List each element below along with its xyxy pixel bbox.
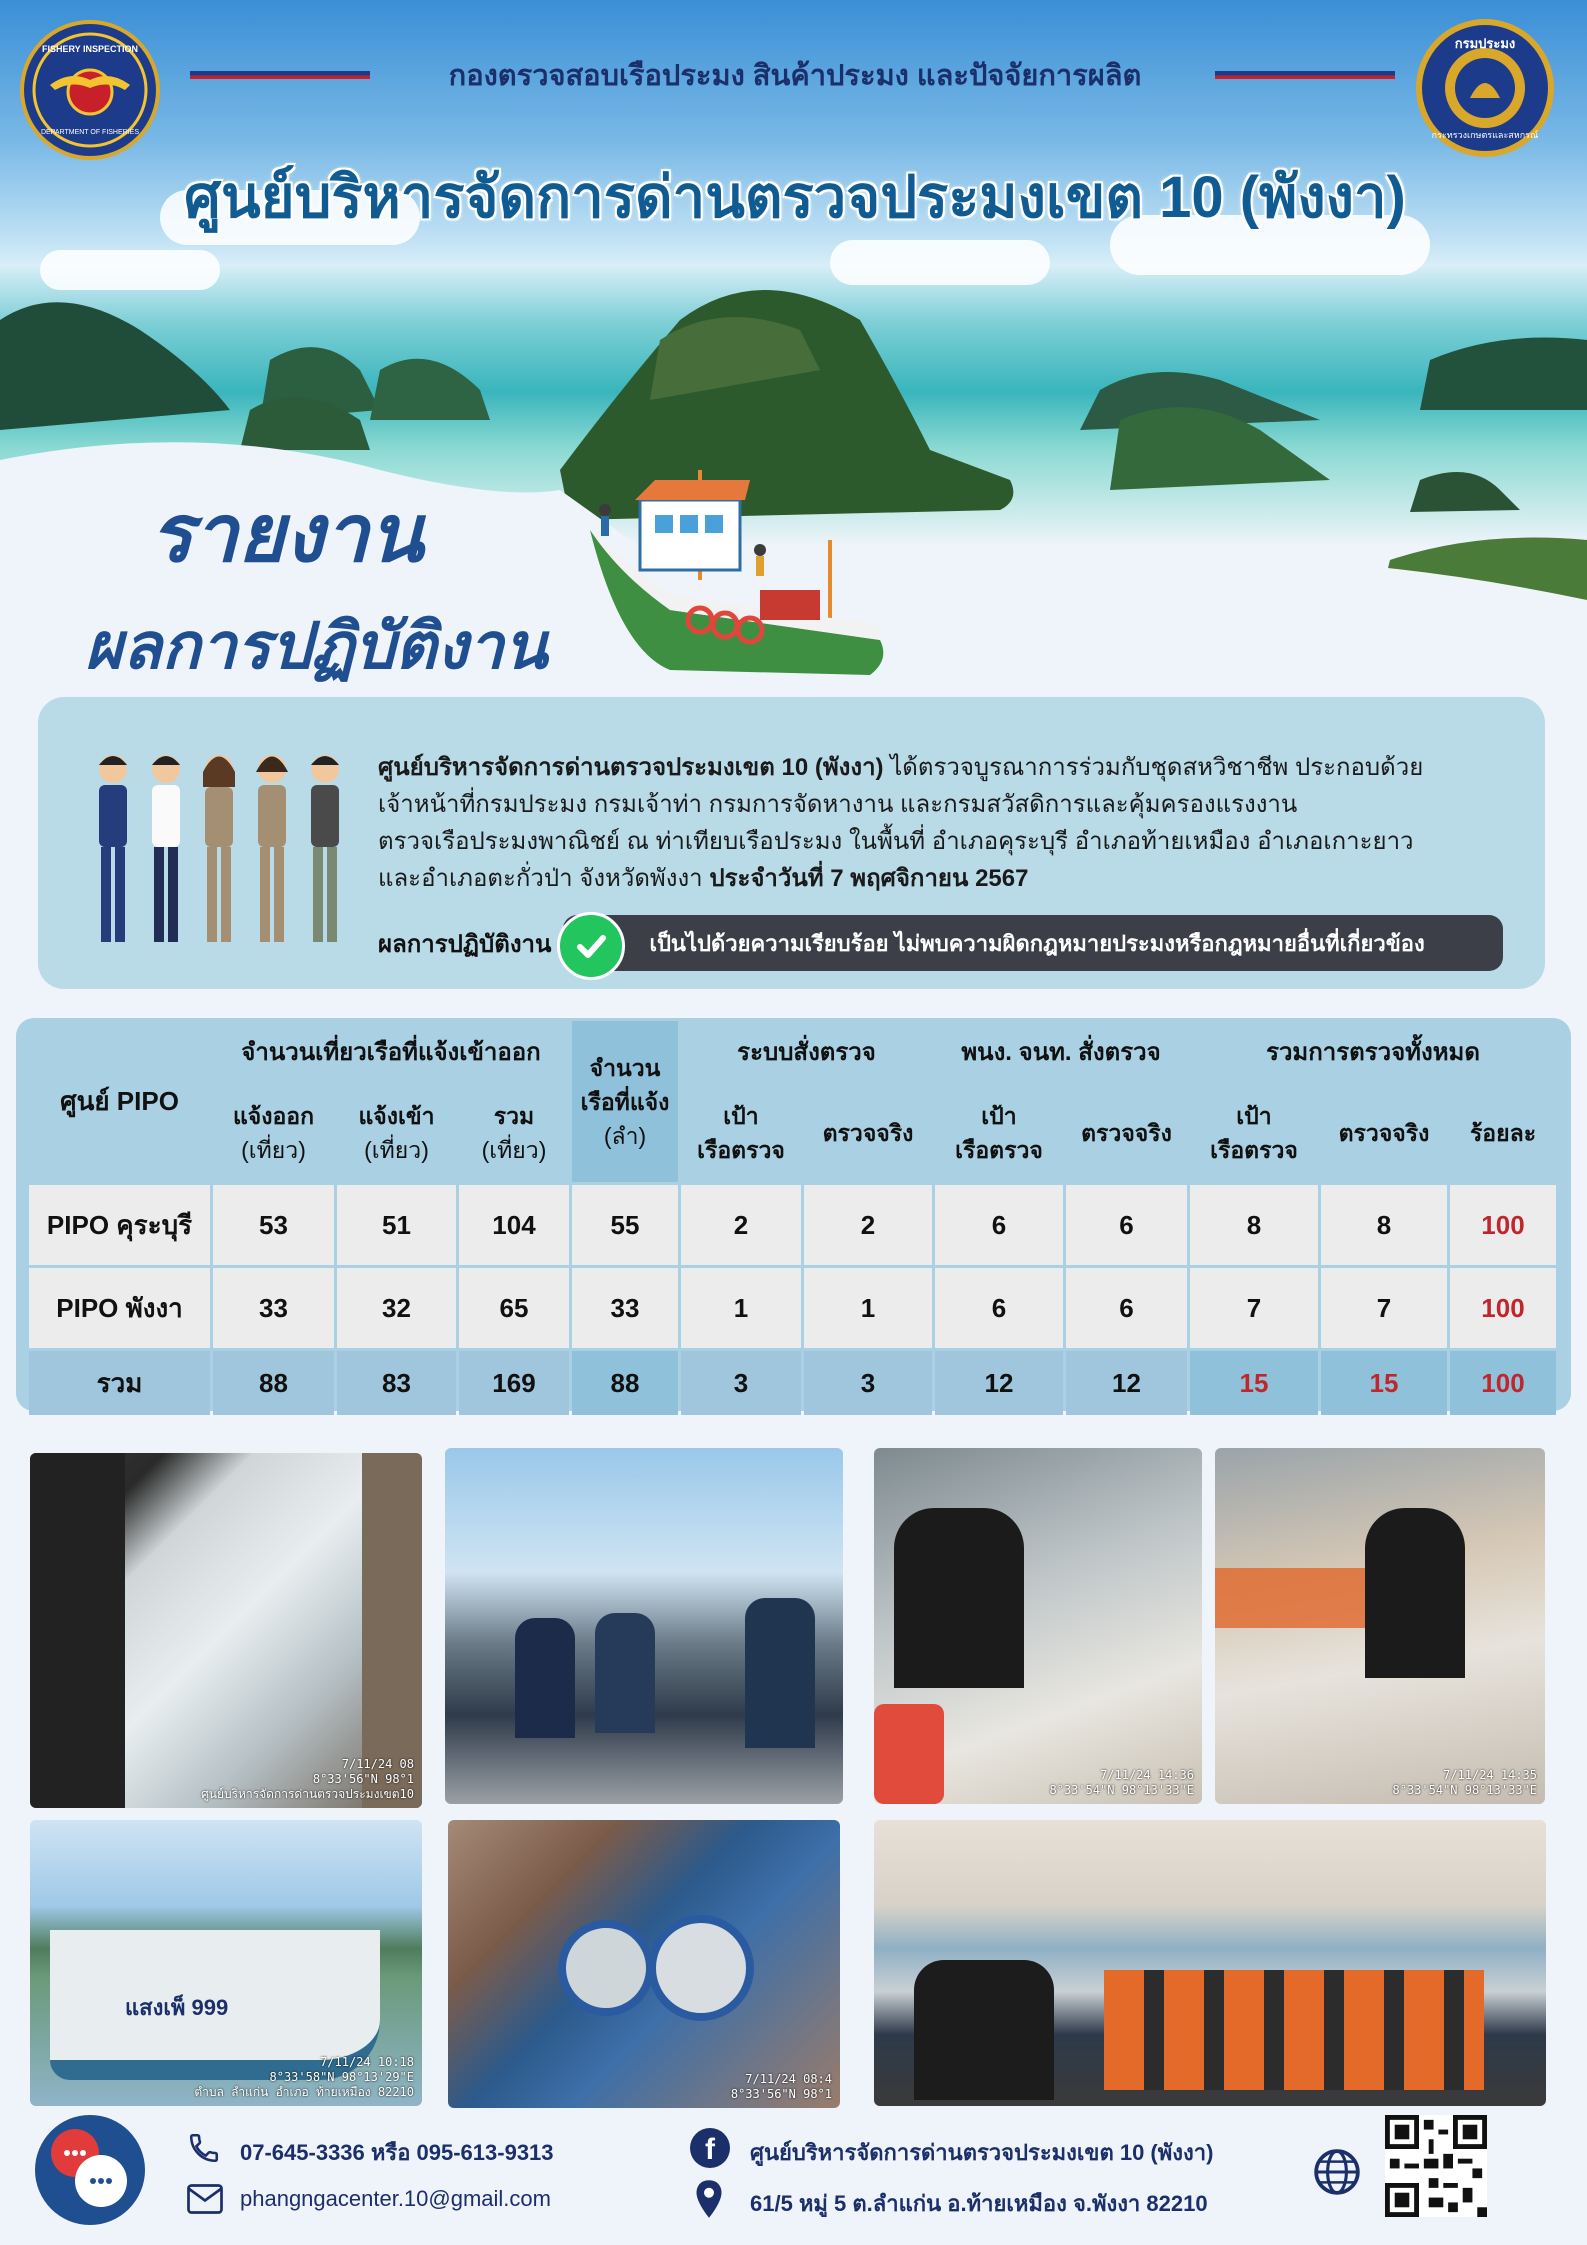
fishery-inspection-logo bbox=[20, 20, 160, 160]
photo-inspection-table: 7/11/24 14:35 8°33'54"N 98°13'33"E bbox=[1215, 1448, 1545, 1804]
svg-text:กรมประมง: กรมประมง bbox=[1454, 36, 1516, 51]
result-row bbox=[378, 915, 1503, 971]
col-vessels: จำนวน เรือที่แจ้ง (ลำ) bbox=[572, 1021, 678, 1182]
svg-text:DEPARTMENT OF FISHERIES: DEPARTMENT OF FISHERIES bbox=[40, 129, 140, 136]
col-out: แจ้งออก (เที่ยว) bbox=[232, 1103, 315, 1163]
col-officer-actual: ตรวจจริง bbox=[1081, 1120, 1172, 1146]
page-title: ศูนย์บริหารจัดการด่านตรวจประมงเขต 10 (พังงา) bbox=[184, 165, 1406, 230]
photo-fishing-vessel: แสงเพ็ 999 7/11/24 10:18 8°33'58"N 98°13'29"E ตำบล ลำแก่น อำเภอ ท้ายเหมือง 82210 bbox=[30, 1820, 422, 2106]
email-icon bbox=[187, 2184, 223, 2214]
group-total: รวมการตรวจทั้งหมด bbox=[1266, 1038, 1480, 1066]
boat-name: แสงเพ็ 999 bbox=[125, 1995, 229, 2020]
photo-fish-hold: 7/11/24 08 8°33'56"N 98°1 ศูนย์บริหารจัดการด่านตรวจประมงเขต10 bbox=[30, 1453, 422, 1808]
photo-fish-containers: 7/11/24 08:4 8°33'56"N 98°1 bbox=[448, 1820, 840, 2108]
header-divider-left bbox=[190, 71, 370, 79]
inspection-table bbox=[16, 1018, 1571, 1411]
col-total-actual: ตรวจจริง bbox=[1338, 1120, 1430, 1146]
footer-facebook[interactable]: ศูนย์บริหารจัดการด่านตรวจประมงเขต 10 (พังงา) bbox=[750, 2140, 1214, 2165]
photo-crew-inspection bbox=[874, 1820, 1546, 2106]
col-percent: ร้อยละ bbox=[1469, 1120, 1537, 1146]
photo-document-check: 7/11/24 14:36 8°33'54"N 98°13'33"E bbox=[874, 1448, 1202, 1804]
footer-phone: 07-645-3336 หรือ 095-613-9313 bbox=[240, 2140, 554, 2165]
report-title-line2: ผลการปฏิบัติงาน bbox=[85, 611, 548, 682]
header-divider-right bbox=[1215, 71, 1395, 79]
photo-officers-on-deck bbox=[445, 1448, 843, 1804]
col-center: ศูนย์ PIPO bbox=[60, 1086, 179, 1116]
footer-email[interactable]: phangngacenter.10@gmail.com bbox=[240, 2186, 551, 2211]
result-badge bbox=[563, 915, 1503, 971]
col-officer-target: เป้า เรือตรวจ bbox=[955, 1103, 1043, 1163]
report-date: ประจำวันที่ 7 พฤศจิกายน 2567 bbox=[709, 865, 1029, 892]
col-total-target: เป้า เรือตรวจ bbox=[1210, 1103, 1298, 1163]
globe-icon[interactable] bbox=[1312, 2147, 1362, 2197]
info-box bbox=[38, 697, 1545, 989]
center-name: ศูนย์บริหารจัดการด่านตรวจประมงเขต 10 (พังงา) bbox=[378, 754, 884, 781]
report-title-line1: รายงาน bbox=[150, 491, 424, 579]
col-sum: รวม (เที่ยว) bbox=[481, 1103, 547, 1163]
table-total-row: รวม 88 83 169 88 3 3 12 12 15 15 100 bbox=[29, 1351, 1556, 1415]
check-icon bbox=[557, 912, 625, 980]
col-system-target: เป้า เรือตรวจ bbox=[697, 1103, 785, 1163]
footer bbox=[0, 2095, 1587, 2245]
info-description: ศูนย์บริหารจัดการด่านตรวจประมงเขต 10 (พังงา) ได้ตรวจบูรณาการร่วมกับชุดสหวิชาชีพ ประกอบด้วย เจ้าหน้าที่กรมประมง กรมเจ้าท่า กรมการจัดหางาน และกรมสวัสดิการและคุ้มครองแรงงาน ตรวจเรือประมงพาณิชย์ ณ ท่าเทียบเรือประมง ในพื้นที่ อำเภอคุระบุรี อำเภอท้ายเหมือง อำเภอเกาะยาว และอำเภอตะกั่วป่า จังหวัดพังงา ประจำวันที่ 7 พฤศจิกายน 2567 bbox=[378, 754, 1424, 892]
department-of-fisheries-logo bbox=[1415, 18, 1555, 158]
group-officer: พนง. จนท. สั่งตรวจ bbox=[961, 1038, 1161, 1066]
svg-text:FISHERY INSPECTION: FISHERY INSPECTION bbox=[41, 44, 139, 54]
result-text: เป็นไปด้วยความเรียบร้อย ไม่พบความผิดกฎหมายประมงหรือกฎหมายอื่นที่เกี่ยวข้อง bbox=[649, 930, 1425, 956]
chat-bubble-icon bbox=[35, 2115, 145, 2225]
qr-code-icon[interactable] bbox=[1385, 2115, 1487, 2217]
footer-address: 61/5 หมู่ 5 ต.ลำแก่น อ.ท้ายเหมือง จ.พังงา 82210 bbox=[750, 2191, 1208, 2216]
col-in: แจ้งเข้า (เที่ยว) bbox=[358, 1103, 435, 1163]
table-row: PIPO คุระบุรี 53 51 104 55 2 2 6 6 8 8 100 bbox=[29, 1185, 1556, 1265]
multidisciplinary-team-illustration bbox=[88, 747, 358, 957]
table-row: PIPO พังงา 33 32 65 33 1 1 6 6 7 7 100 bbox=[29, 1268, 1556, 1348]
group-trips: จำนวนเที่ยวเรือที่แจ้งเข้าออก bbox=[241, 1038, 541, 1066]
phone-icon bbox=[187, 2131, 221, 2165]
fishing-boat-illustration bbox=[580, 460, 910, 710]
col-system-actual: ตรวจจริง bbox=[822, 1120, 914, 1146]
result-label: ผลการปฏิบัติงาน bbox=[378, 930, 552, 958]
location-icon bbox=[694, 2179, 724, 2219]
group-system: ระบบสั่งตรวจ bbox=[737, 1038, 876, 1066]
facebook-icon: f bbox=[690, 2128, 730, 2168]
org-line: กองตรวจสอบเรือประมง สินค้าประมง และปัจจัยการผลิต bbox=[448, 60, 1142, 92]
svg-text:กระทรวงเกษตรและสหกรณ์: กระทรวงเกษตรและสหกรณ์ bbox=[1431, 130, 1539, 140]
